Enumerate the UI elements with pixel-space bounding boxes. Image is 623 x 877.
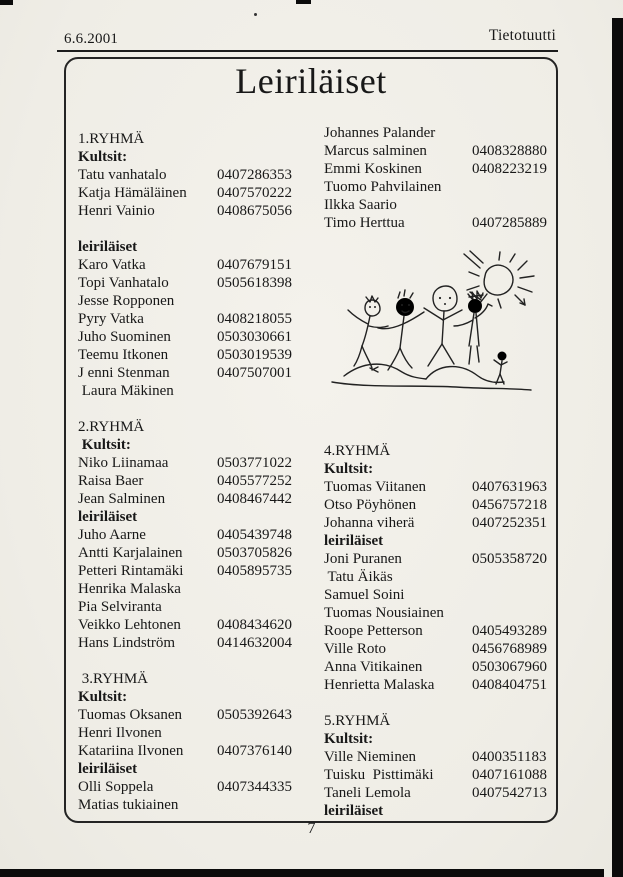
roster-row bbox=[324, 604, 554, 622]
person-name: Henri Vainio bbox=[78, 203, 155, 219]
person-name: Katariina Ilvonen bbox=[78, 743, 184, 759]
masthead: Tietotuutti bbox=[488, 27, 556, 44]
roster-row bbox=[78, 580, 313, 598]
roster-row bbox=[324, 712, 554, 730]
phone-number: 0407344335 bbox=[217, 779, 292, 795]
roster-row bbox=[324, 496, 554, 514]
roster-row bbox=[78, 562, 313, 580]
person-name: Henrika Malaska bbox=[78, 581, 181, 597]
roster-row bbox=[78, 508, 313, 526]
roster-row bbox=[78, 670, 313, 688]
content-box bbox=[64, 57, 558, 823]
roster-row bbox=[78, 184, 313, 202]
person-name: Pia Selviranta bbox=[78, 599, 162, 615]
roster-row bbox=[78, 436, 313, 454]
person-name: Johannes Palander bbox=[324, 125, 436, 141]
person-name: Otso Pöyhönen bbox=[324, 497, 417, 513]
right-column-bottom bbox=[324, 442, 554, 820]
roster-row bbox=[78, 742, 313, 760]
roster-row bbox=[324, 442, 554, 460]
person-name: Antti Karjalainen bbox=[78, 545, 183, 561]
person-name: Henrietta Malaska bbox=[324, 677, 435, 693]
person-name bbox=[78, 652, 217, 670]
phone-number: 0407285889 bbox=[472, 215, 547, 231]
right-column-top bbox=[324, 124, 554, 232]
phone-number: 0456757218 bbox=[472, 497, 547, 513]
roster-row bbox=[324, 550, 554, 568]
phone-number: 0503030661 bbox=[217, 329, 292, 345]
roster-row bbox=[78, 256, 313, 274]
roster-row bbox=[324, 802, 554, 820]
phone-number: 0503771022 bbox=[217, 455, 292, 471]
phone-number: 0400351183 bbox=[472, 749, 547, 765]
phone-number: 0407679151 bbox=[217, 257, 292, 273]
person-name: Katja Hämäläinen bbox=[78, 185, 187, 201]
roster-row bbox=[78, 382, 313, 400]
person-name: leiriläiset bbox=[78, 509, 138, 525]
roster-row bbox=[78, 598, 313, 616]
person-name: Tatu Äikäs bbox=[324, 569, 393, 585]
person-name: Pyry Vatka bbox=[78, 311, 144, 327]
person-name: 5.RYHMÄ bbox=[324, 713, 391, 729]
person-name bbox=[324, 694, 472, 712]
roster-row bbox=[324, 142, 554, 160]
phone-number: 0407631963 bbox=[472, 479, 547, 495]
roster-row bbox=[78, 418, 313, 436]
phone-number: 0505392643 bbox=[217, 707, 292, 723]
roster-row bbox=[78, 292, 313, 310]
phone-number: 0405493289 bbox=[472, 623, 547, 639]
person-name: Timo Herttua bbox=[324, 215, 405, 231]
roster-row bbox=[324, 676, 554, 694]
phone-number: 0414632004 bbox=[217, 635, 292, 651]
roster-row bbox=[324, 694, 554, 712]
roster-row bbox=[78, 490, 313, 508]
scan-artifact-right-band bbox=[612, 18, 623, 877]
roster-row bbox=[78, 778, 313, 796]
roster-row bbox=[78, 310, 313, 328]
roster-row bbox=[78, 166, 313, 184]
phone-number: 0407507001 bbox=[217, 365, 292, 381]
roster-row bbox=[324, 532, 554, 550]
scan-artifact-bottom-bar bbox=[0, 869, 604, 877]
roster-row bbox=[324, 124, 554, 142]
person-name: Roope Petterson bbox=[324, 623, 423, 639]
roster-row bbox=[324, 658, 554, 676]
phone-number: 0405577252 bbox=[217, 473, 292, 489]
person-name: Kultsit: bbox=[78, 149, 128, 165]
stick-figure-1 bbox=[348, 296, 388, 372]
person-name: Tatu vanhatalo bbox=[78, 167, 167, 183]
person-name: Ville Roto bbox=[324, 641, 387, 657]
phone-number: 0407376140 bbox=[217, 743, 292, 759]
scan-artifact-dot bbox=[254, 13, 257, 16]
roster-row bbox=[324, 460, 554, 478]
roster-row bbox=[78, 526, 313, 544]
person-name: Tuomas Viitanen bbox=[324, 479, 427, 495]
person-name: Emmi Koskinen bbox=[324, 161, 422, 177]
person-name: Juho Aarne bbox=[78, 527, 146, 543]
roster-row bbox=[78, 364, 313, 382]
phone-number: 0408218055 bbox=[217, 311, 292, 327]
person-name: Petteri Rintamäki bbox=[78, 563, 184, 579]
person-name: Anna Vitikainen bbox=[324, 659, 423, 675]
person-name: Kultsit: bbox=[78, 437, 131, 453]
page-number: 7 bbox=[307, 820, 316, 837]
phone-number: 0503705826 bbox=[217, 545, 292, 561]
roster-row bbox=[78, 544, 313, 562]
person-name: Kultsit: bbox=[324, 461, 374, 477]
scan-artifact-top-mid bbox=[296, 0, 311, 4]
person-name: Tuomas Nousiainen bbox=[324, 605, 444, 621]
phone-number: 0408675056 bbox=[217, 203, 292, 219]
person-name: Tuomo Pahvilainen bbox=[324, 179, 442, 195]
phone-number: 0407286353 bbox=[217, 167, 292, 183]
phone-number: 0407542713 bbox=[472, 785, 547, 801]
person-name: Kultsit: bbox=[78, 689, 128, 705]
page-date: 6.6.2001 bbox=[64, 31, 119, 47]
roster-row bbox=[78, 400, 313, 418]
small-stick-figure bbox=[494, 352, 507, 385]
phone-number: 0503067960 bbox=[472, 659, 547, 675]
person-name: Ville Nieminen bbox=[324, 749, 416, 765]
person-name: Laura Mäkinen bbox=[78, 383, 174, 399]
left-column bbox=[78, 130, 313, 814]
roster-row bbox=[78, 274, 313, 292]
phone-number: 0456768989 bbox=[472, 641, 547, 657]
person-name: leiriläiset bbox=[324, 533, 384, 549]
person-name: Topi Vanhatalo bbox=[78, 275, 169, 291]
roster-row bbox=[78, 454, 313, 472]
roster-row bbox=[78, 202, 313, 220]
person-name: Tuomas Oksanen bbox=[78, 707, 183, 723]
person-name: Olli Soppela bbox=[78, 779, 154, 795]
person-name: Johanna viherä bbox=[324, 515, 415, 531]
person-name: Kultsit: bbox=[324, 731, 374, 747]
page-title: Leiriläiset bbox=[235, 61, 387, 101]
roster-row bbox=[78, 760, 313, 778]
roster-row bbox=[78, 148, 313, 166]
header-rule bbox=[57, 50, 558, 52]
roster-row bbox=[78, 130, 313, 148]
phone-number: 0407161088 bbox=[472, 767, 547, 783]
roster-row bbox=[324, 514, 554, 532]
roster-row bbox=[78, 616, 313, 634]
roster-row bbox=[78, 652, 313, 670]
person-name: Karo Vatka bbox=[78, 257, 146, 273]
person-name: leiriläiset bbox=[78, 239, 138, 255]
person-name: Matias tukiainen bbox=[78, 797, 179, 813]
phone-number: 0405439748 bbox=[217, 527, 292, 543]
phone-number: 0505358720 bbox=[472, 551, 547, 567]
person-name: Samuel Soini bbox=[324, 587, 405, 603]
roster-row bbox=[324, 160, 554, 178]
person-name: Hans Lindström bbox=[78, 635, 176, 651]
roster-row bbox=[324, 640, 554, 658]
person-name: Jesse Ropponen bbox=[78, 293, 175, 309]
person-name: Tuisku Pisttimäki bbox=[324, 767, 434, 783]
phone-number: 0505618398 bbox=[217, 275, 292, 291]
scan-artifact-top-left bbox=[0, 0, 13, 5]
person-name: Niko Liinamaa bbox=[78, 455, 169, 471]
phone-number: 0407252351 bbox=[472, 515, 547, 531]
roster-row bbox=[78, 238, 313, 256]
person-name: Henri Ilvonen bbox=[78, 725, 162, 741]
roster-row bbox=[324, 622, 554, 640]
roster-row bbox=[324, 784, 554, 802]
person-name: 2.RYHMÄ bbox=[78, 419, 145, 435]
roster-row bbox=[324, 748, 554, 766]
roster-row bbox=[324, 568, 554, 586]
person-name: 4.RYHMÄ bbox=[324, 443, 391, 459]
phone-number: 0503019539 bbox=[217, 347, 292, 363]
phone-number: 0408467442 bbox=[217, 491, 292, 507]
person-name: Marcus salminen bbox=[324, 143, 427, 159]
phone-number: 0408328880 bbox=[472, 143, 547, 159]
roster-row bbox=[78, 796, 313, 814]
roster-row bbox=[324, 730, 554, 748]
person-name: Veikko Lehtonen bbox=[78, 617, 181, 633]
roster-row bbox=[324, 178, 554, 196]
roster-row bbox=[324, 478, 554, 496]
stick-figure-4 bbox=[454, 291, 492, 364]
person-name: Juho Suominen bbox=[78, 329, 171, 345]
roster-row bbox=[78, 328, 313, 346]
person-name: leiriläiset bbox=[78, 761, 138, 777]
person-name: Teemu Itkonen bbox=[78, 347, 169, 363]
phone-number: 0408434620 bbox=[217, 617, 292, 633]
roster-row bbox=[78, 634, 313, 652]
phone-number: 0405895735 bbox=[217, 563, 292, 579]
person-name: 1.RYHMÄ bbox=[78, 131, 145, 147]
person-name bbox=[78, 400, 217, 418]
person-name: Jean Salminen bbox=[78, 491, 166, 507]
person-name: leiriläiset bbox=[324, 803, 384, 819]
roster-row bbox=[324, 766, 554, 784]
phone-number: 0407570222 bbox=[217, 185, 292, 201]
roster-row bbox=[324, 196, 554, 214]
person-name: Raisa Baer bbox=[78, 473, 144, 489]
person-name: Ilkka Saario bbox=[324, 197, 397, 213]
person-name: 3.RYHMÄ bbox=[78, 671, 149, 687]
roster-row bbox=[78, 346, 313, 364]
person-name: Taneli Lemola bbox=[324, 785, 411, 801]
roster-row bbox=[78, 688, 313, 706]
roster-row bbox=[78, 724, 313, 742]
phone-number: 0408223219 bbox=[472, 161, 547, 177]
person-name: J enni Stenman bbox=[78, 365, 170, 381]
camp-drawing bbox=[326, 248, 541, 400]
roster-row bbox=[78, 472, 313, 490]
stick-figure-2 bbox=[378, 290, 424, 370]
person-name bbox=[78, 220, 217, 238]
roster-row bbox=[324, 214, 554, 232]
phone-number: 0408404751 bbox=[472, 677, 547, 693]
person-name: Joni Puranen bbox=[324, 551, 402, 567]
roster-row bbox=[324, 586, 554, 604]
roster-row bbox=[78, 220, 313, 238]
roster-row bbox=[78, 706, 313, 724]
